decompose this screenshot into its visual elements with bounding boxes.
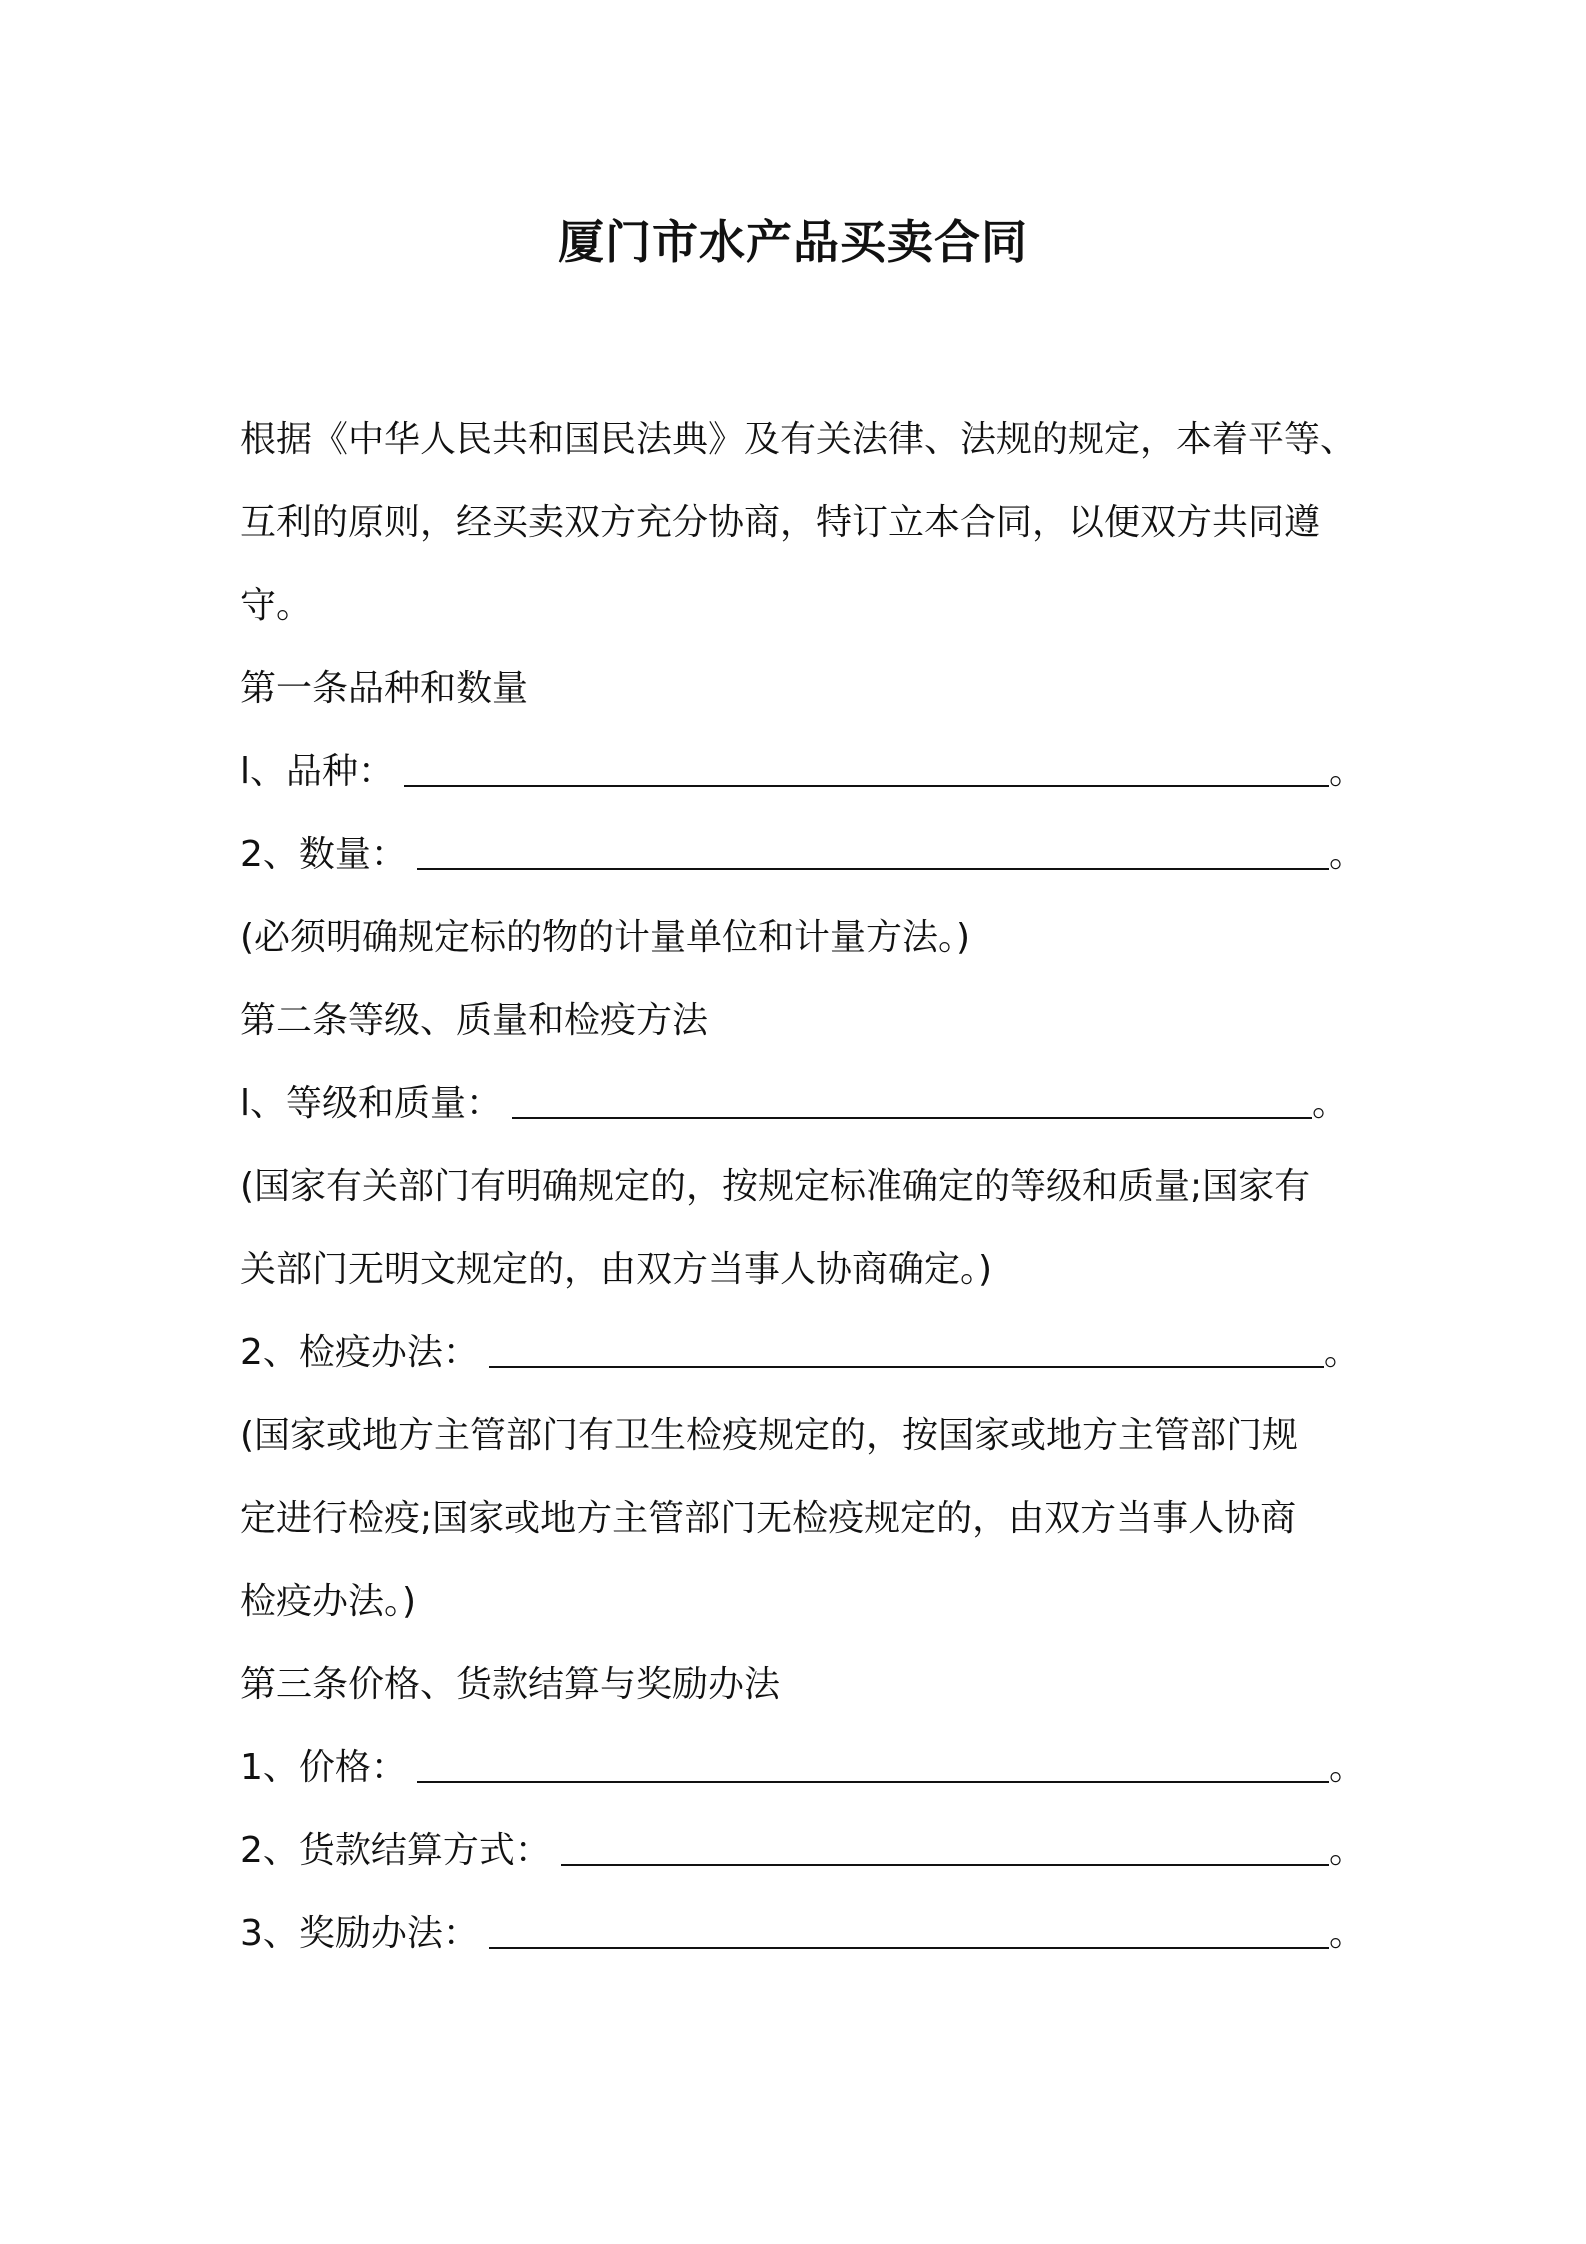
- quarantine-row: [240, 1311, 1365, 1394]
- intro-line-3: [240, 564, 1365, 647]
- intro-text: 互利的原则，经买卖双方充分协商，特订立本合同，以便双方共同遵: [240, 502, 1321, 543]
- article-2-heading: [240, 979, 1365, 1062]
- note-text: (必须明确规定标的物的计量单位和计量方法。): [240, 917, 971, 958]
- note-text: 关部门无明文规定的，由双方当事人协商确定。): [240, 1249, 993, 1290]
- payment-method-row: [240, 1809, 1365, 1892]
- note-text: 检疫办法。): [240, 1581, 417, 1622]
- end-mark: 。: [1328, 1913, 1365, 1954]
- payment-method-blank[interactable]: [561, 1864, 1329, 1866]
- note-text: (国家有关部门有明确规定的，按规定标准确定的等级和质量;国家有: [240, 1166, 1311, 1207]
- end-mark: 。: [1328, 1830, 1365, 1871]
- variety-row: [240, 730, 1365, 813]
- note-text: (国家或地方主管部门有卫生检疫规定的，按国家或地方主管部门规: [240, 1415, 1299, 1456]
- intro-line-2: [240, 481, 1365, 564]
- end-mark: 。: [1328, 1747, 1365, 1788]
- contract-body: [240, 398, 1365, 1975]
- quantity-blank[interactable]: [417, 868, 1329, 870]
- intro-text: 守。: [240, 585, 313, 626]
- grade-quality-blank[interactable]: [512, 1117, 1312, 1119]
- quarantine-blank[interactable]: [489, 1366, 1324, 1368]
- reward-method-row: [240, 1892, 1365, 1975]
- reward-method-blank[interactable]: [489, 1947, 1329, 1949]
- payment-method-label: 2、货款结算方式：: [240, 1830, 551, 1871]
- article-heading: 第一条品种和数量: [240, 668, 529, 709]
- article-2-note-1-line-1: [240, 1145, 1365, 1228]
- grade-quality-label: l、等级和质量：: [240, 1083, 503, 1124]
- end-mark: 。: [1312, 1083, 1349, 1124]
- price-label: 1、价格：: [240, 1747, 407, 1788]
- quantity-row: [240, 813, 1365, 896]
- article-heading: 第三条价格、货款结算与奖励办法: [240, 1664, 781, 1705]
- article-2-note-2-line-3: [240, 1560, 1365, 1643]
- note-text: 定进行检疫;国家或地方主管部门无检疫规定的，由双方当事人协商: [240, 1498, 1297, 1539]
- quarantine-label: 2、检疫办法：: [240, 1332, 479, 1373]
- variety-blank[interactable]: [404, 785, 1329, 787]
- document-title: 厦门市水产品买卖合同: [558, 215, 1028, 269]
- article-3-heading: [240, 1643, 1365, 1726]
- article-heading: 第二条等级、质量和检疫方法: [240, 1000, 709, 1041]
- quantity-label: 2、数量：: [240, 834, 407, 875]
- intro-text: 根据《中华人民共和国民法典》及有关法律、法规的规定，本着平等、: [240, 419, 1357, 460]
- price-blank[interactable]: [417, 1781, 1329, 1783]
- end-mark: 。: [1328, 834, 1365, 875]
- price-row: [240, 1726, 1365, 1809]
- grade-quality-row: [240, 1062, 1365, 1145]
- end-mark: 。: [1323, 1332, 1360, 1373]
- article-2-note-1-line-2: [240, 1228, 1365, 1311]
- article-1-heading: [240, 647, 1365, 730]
- intro-line-1: [240, 398, 1365, 481]
- end-mark: 。: [1328, 751, 1365, 792]
- article-2-note-2-line-1: [240, 1394, 1365, 1477]
- article-2-note-2-line-2: [240, 1477, 1365, 1560]
- variety-label: l、品种：: [240, 751, 395, 792]
- reward-method-label: 3、奖励办法：: [240, 1913, 479, 1954]
- article-1-note: [240, 896, 1365, 979]
